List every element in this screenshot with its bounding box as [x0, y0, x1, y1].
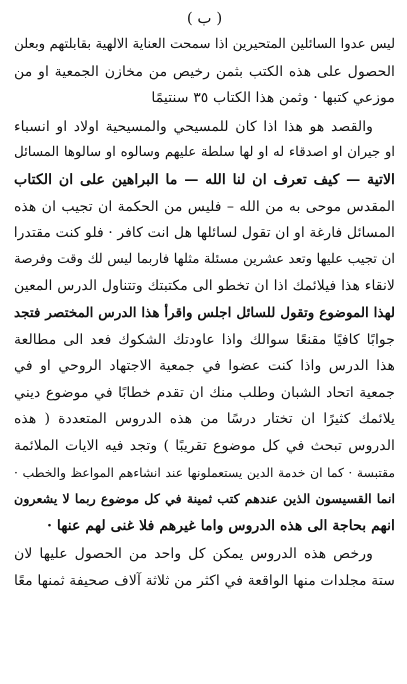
text-line: هذا الدرس واذا كنت عضوا في جمعية الاجتهاد الروحي او في [14, 358, 395, 375]
text-line: الحصول على هذه الكتب بثمن رخيص من مخازن الجمعية او من [14, 63, 395, 80]
page-marker: ( ب ) [186, 9, 223, 27]
text-line: جوابًا كافيًا مقنعًا سوالك واذا عاودتك الشكوك فعد الى مطالعة [14, 331, 395, 348]
text-line: ان تجيب عليها وتعد عشرين مسئلة مثلها فاربما ليس لك وقت وفرصة [14, 251, 395, 267]
text-line: او جيران او اصدقاء له او لها سلطة عليهم وسالوه او سالوها المسائل [14, 145, 395, 161]
text-line: المسائل فارغة او ان تقول لسائلها هل انت كافر · فلو كنت مقتدرا [13, 225, 395, 242]
text-line: لهذا الموضوع وتقول للسائل اجلس واقرأ هذا الدرس المختصر فتجد [14, 304, 395, 321]
text-line: انهم بحاجة الى هذه الدروس واما غيرهم فلا غنى لهم عنها · [47, 517, 395, 534]
text-line: الاتية — كيف تعرف ان لنا الله — ما البراهين على ان الكتاب [14, 171, 395, 188]
text-line: ورخص هذه الدروس يمكن كل واحد من الحصول عليها لان [14, 546, 373, 563]
text-line: مقتبسة · كما ان خدمة الدين يستعملونها عند انشاءهم المواعظ والخطب · [14, 464, 395, 480]
text-line: والقصد هو هذا اذا كان للمسيحي والمسيحية اولاد او انسباء [14, 118, 373, 135]
text-line: ليس عدوا السائلين المتحيرين اذا سمحت العناية الالهية بقابلتهم وبعلن [14, 37, 395, 52]
paragraph-3 [14, 541, 395, 594]
text-line: جمعية اتحاد الشبان وطلب منك ان تقدم خطابًا في موضوع ديني [14, 384, 395, 401]
text-line: موزعي كتبها · وثمن هذا الكتاب ٣٥ سنتيمًا [151, 90, 395, 107]
text-line: لانقاء هذا فيلائمك اذا ان تخطو الى مكتبتك وتتناول الدرس المعين [14, 278, 395, 295]
paragraph-2 [14, 114, 395, 540]
paragraph-1 [14, 32, 395, 112]
text-line: ستة مجلدات منها الواقعة في اكثر من ثلاثة آلاف صحيفة ثمنها معًا [14, 572, 395, 589]
text-line: الدروس تبحث في كل موضوع تقريبًا ) وتجد فيه الايات الملائمة [14, 437, 395, 454]
text-line: انما القسيسون الذين عندهم كتب ثمينة في كل موضوع ربما لا يشعرون [14, 491, 395, 507]
text-line: المقدس موحى به من الله – فليس من الحكمة ان تجيب ان هذه [14, 198, 395, 215]
text-line: يلائمك كثيرًا ان تختار درسًا من هذه الدروس المتعددة ( هذه [14, 411, 395, 428]
